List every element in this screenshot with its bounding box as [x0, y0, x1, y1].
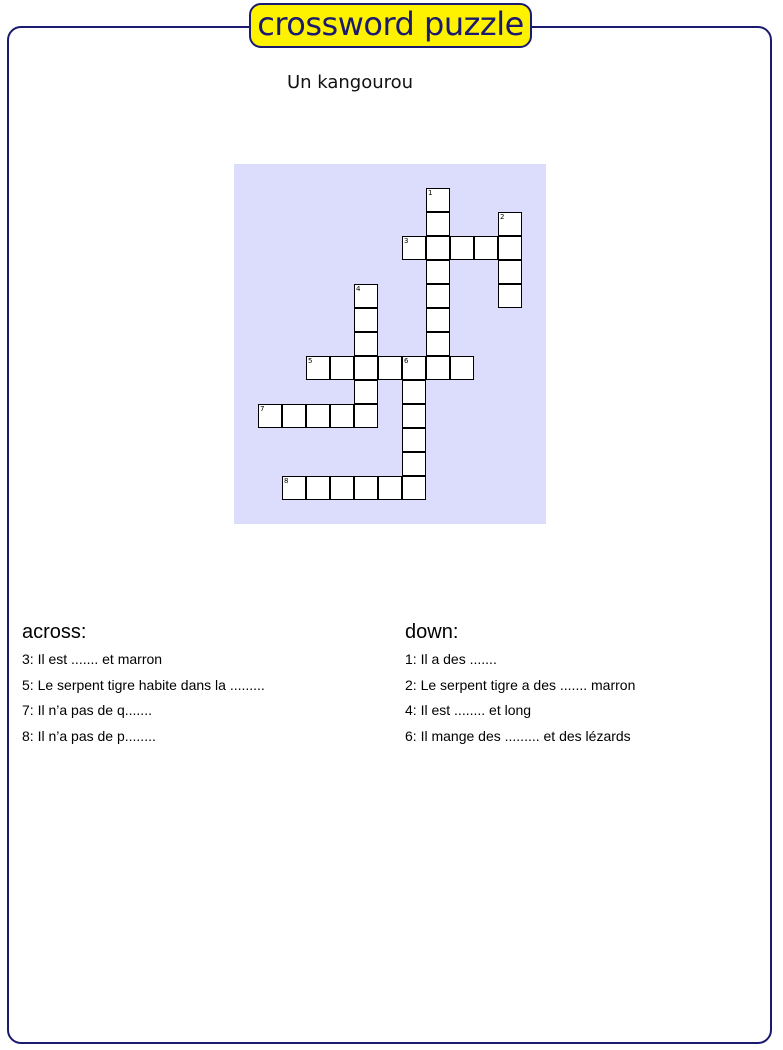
down-clue-list	[405, 652, 635, 754]
grid-cell[interactable]	[402, 236, 426, 260]
grid-cell[interactable]	[402, 380, 426, 404]
grid-cell[interactable]	[426, 356, 450, 380]
grid-cell[interactable]	[426, 260, 450, 284]
down-clue: 2: Le serpent tigre a des ....... marron	[405, 676, 636, 693]
grid-cell[interactable]	[450, 236, 474, 260]
grid-cell[interactable]	[354, 308, 378, 332]
grid-cell[interactable]	[330, 404, 354, 428]
grid-cell[interactable]	[378, 476, 402, 500]
grid-cell[interactable]	[402, 452, 426, 476]
grid-cell[interactable]	[378, 356, 402, 380]
cell-number: 8	[284, 477, 289, 485]
grid-cell[interactable]	[426, 188, 450, 212]
grid-cell[interactable]	[426, 332, 450, 356]
grid-cell[interactable]	[306, 476, 330, 500]
grid-cell[interactable]	[498, 260, 522, 284]
grid-cell[interactable]	[450, 356, 474, 380]
grid-cell[interactable]	[306, 404, 330, 428]
banner-title: crossword puzzle	[249, 3, 532, 48]
grid-cell[interactable]	[426, 212, 450, 236]
grid-cell[interactable]	[354, 404, 378, 428]
across-clue: 3: Il est ....... et marron	[22, 651, 163, 667]
across-heading: across:	[22, 621, 87, 643]
grid-cell[interactable]	[402, 476, 426, 500]
puzzle-title: Un kangourou	[286, 72, 414, 93]
grid-cell[interactable]	[474, 236, 498, 260]
grid-cell[interactable]	[402, 428, 426, 452]
across-clue-list	[22, 652, 265, 754]
crossword-grid	[234, 164, 546, 524]
grid-cell[interactable]	[354, 380, 378, 404]
across-clue: 5: Le serpent tigre habite dans la .........	[22, 676, 265, 693]
grid-cell[interactable]	[354, 284, 378, 308]
grid-cell[interactable]	[426, 284, 450, 308]
grid-cell[interactable]	[354, 356, 378, 380]
grid-cell[interactable]	[402, 404, 426, 428]
grid-cell[interactable]	[426, 236, 450, 260]
cell-number: 4	[356, 285, 361, 293]
down-clue: 4: Il est ........ et long	[405, 702, 532, 718]
down-clue: 1: Il a des .......	[405, 651, 497, 667]
grid-cell[interactable]	[330, 476, 354, 500]
grid-cell[interactable]	[498, 284, 522, 308]
cell-number: 7	[260, 405, 265, 413]
cell-number: 5	[308, 357, 313, 365]
grid-cell[interactable]	[258, 404, 282, 428]
grid-cell[interactable]	[498, 236, 522, 260]
grid-cell[interactable]	[402, 356, 426, 380]
across-clue: 7: Il n’a pas de q.......	[22, 702, 152, 718]
grid-cell[interactable]	[426, 308, 450, 332]
grid-cell[interactable]	[282, 404, 306, 428]
cell-number: 3	[404, 237, 409, 245]
across-clue: 8: Il n’a pas de p........	[22, 727, 156, 744]
grid-cell[interactable]	[354, 332, 378, 356]
grid-cell[interactable]	[282, 476, 306, 500]
cell-number: 6	[404, 357, 409, 365]
grid-cell[interactable]	[330, 356, 354, 380]
cell-number: 1	[428, 189, 433, 197]
down-heading: down:	[405, 621, 459, 643]
grid-cell[interactable]	[498, 212, 522, 236]
down-clue: 6: Il mange des ......... et des lézards	[405, 727, 631, 744]
grid-cell[interactable]	[306, 356, 330, 380]
cell-number: 2	[500, 213, 505, 221]
grid-cell[interactable]	[354, 476, 378, 500]
